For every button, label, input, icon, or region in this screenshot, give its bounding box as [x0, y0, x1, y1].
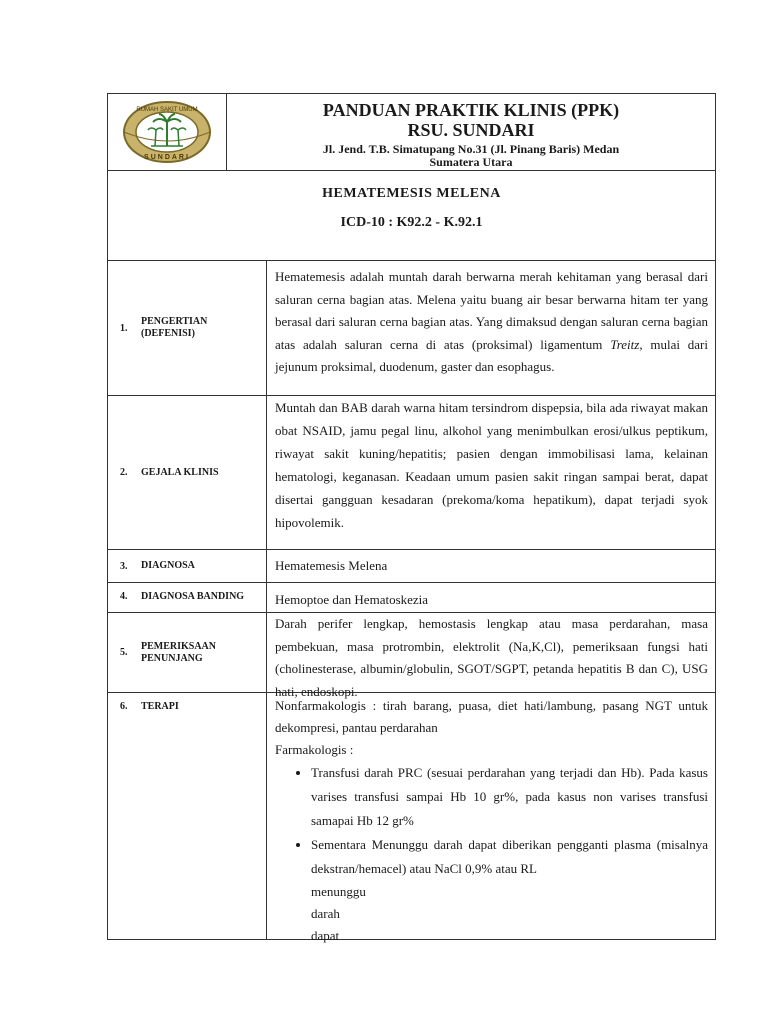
logo-ring-text: RUMAH SAKIT UMUM — [136, 107, 198, 113]
row-number: 1. — [120, 322, 128, 334]
icd-code: ICD-10 : K92.2 - K.92.1 — [340, 215, 483, 230]
row-content — [267, 261, 715, 395]
therapy-list — [275, 761, 708, 881]
row-diagnosa-banding — [108, 583, 715, 613]
row-number: 4. — [120, 591, 128, 602]
definition-text: Hematemesis adalah muntah darah berwarna merah kehitaman yang berasal dari saluran cerna bagian atas. Melena yaitu buang air besar berwarna hitam ter yang berasal dari saluran cerna bagian atas. Yang dimaksud dengan saluran cerna bagian atas adalah saluran cerna di atas (proksimal) ligamentum — [275, 269, 708, 352]
row-label-text: GEJALA KLINIS — [141, 466, 219, 478]
list-item: • Transfusi darah PRC (sesuai perdarahan yang terjadi dan Hb). Pada kasus varises transfusi sampai Hb 10 gr%, pada kasus non varises transfusi samapai Hb 12 gr% — [311, 761, 708, 833]
row-label — [108, 396, 267, 549]
label-line-2: PENUNJANG — [141, 652, 203, 664]
definition-italic: Treitz — [610, 336, 640, 352]
trailing-line: darah — [311, 906, 340, 921]
row-pemeriksaan-penunjang — [108, 613, 715, 699]
diagnosis-name: HEMATEMESIS MELENA — [322, 186, 501, 201]
hospital-logo — [121, 100, 213, 164]
row-label — [108, 550, 267, 582]
farmakologis-label: Farmakologis : — [275, 742, 354, 757]
row-number: 5. — [120, 647, 128, 658]
row-label — [108, 613, 267, 692]
row-content: Hemoptoe dan Hematoskezia — [275, 592, 429, 607]
ppk-document — [107, 93, 716, 943]
document-header — [108, 94, 715, 171]
row-label-text: DIAGNOSA BANDING — [141, 591, 245, 602]
logo-cell — [108, 94, 227, 170]
row-content: Darah perifer lengkap, hemostasis lengkap atau masa perdarahan, masa pembekuan, masa protrombin, elektrolit (Na,K,Cl), pemeriksaan fungsi hati (cholinesterase, albumin/globulin, SGOT/SGPT, petanda hepatitis B dan C), USG hati, endoskopi. — [275, 616, 708, 699]
trailing-line: dapat — [311, 928, 340, 943]
row-label-text: TERAPI — [141, 701, 179, 712]
row-number: 6. — [120, 701, 128, 712]
row-label — [108, 583, 267, 612]
label-line-2: (DEFENISI) — [141, 328, 195, 339]
nonfarmakologis-text: Nonfarmakologis : tirah barang, puasa, diet hati/lambung, pasang NGT untuk dekompresi, pantau perdarahan — [275, 698, 708, 735]
address-line-1: Jl. Jend. T.B. Simatupang No.31 (Jl. Pinang Baris) Medan — [322, 142, 620, 156]
row-content: Muntah dan BAB darah warna hitam tersindrom dispepsia, bila ada riwayat makan obat NSAID, jamu pegal linu, alkohol yang menimbulkan erosi/ulkus peptikum, riwayat sakit kuning/hepatitis; pasien dengan immobilisasi lama, kelainan hematologi, keganasan. Keadaan umum pasien sakit ringan sampai berat, dapat disertai gangguan kesadaran (prekoma/koma hepatikum), dapat terjadi syok hipovolemik. — [275, 400, 708, 530]
list-item: • Sementara Menunggu darah dapat diberikan pengganti plasma (misalnya dekstran/hemacel) atau NaCl 0,9% atau RL — [311, 833, 708, 881]
row-label — [108, 261, 267, 395]
trailing-line: menunggu — [311, 884, 366, 899]
definition-text-end: , mulai dari jejunum proksimal, duodenum, gaster dan esophagus. — [275, 336, 708, 375]
label-line-1: PENGERTIAN — [141, 316, 208, 327]
row-number: 2. — [120, 467, 128, 478]
row-label-text — [141, 641, 216, 665]
row-diagnosa — [108, 550, 715, 583]
row-label-text: DIAGNOSA — [141, 560, 195, 571]
address-line-2: Sumatera Utara — [429, 155, 513, 169]
row-number: 3. — [120, 560, 128, 572]
label-line-1: PEMERIKSAAN — [141, 640, 217, 652]
row-label-text — [141, 316, 207, 340]
row-terapi — [108, 693, 715, 943]
header-text-block — [227, 94, 715, 170]
logo-bottom-text: SUNDARI — [144, 154, 190, 161]
row-label — [108, 693, 267, 939]
hospital-name: RSU. SUNDARI — [407, 120, 535, 140]
document-title: PANDUAN PRAKTIK KLINIS (PPK) — [322, 100, 620, 120]
row-content — [267, 693, 715, 943]
trailing-text — [275, 881, 708, 947]
diagnosis-title-row — [108, 186, 715, 261]
row-pengertian — [108, 261, 715, 396]
row-content: Hematemesis Melena — [275, 558, 388, 573]
row-gejala-klinis — [108, 396, 715, 550]
